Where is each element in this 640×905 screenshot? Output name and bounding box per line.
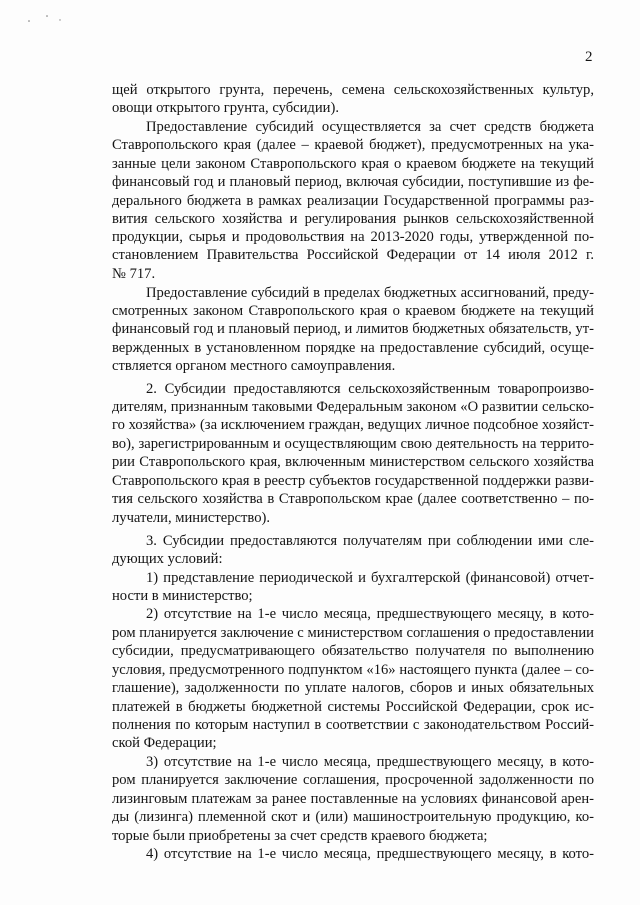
- text-line: платежей в бюджеты бюджетной системы Российской Федерации, срок ис-: [112, 699, 594, 715]
- text-line: дителям, признанным таковыми Федеральным законом «О развитии сельско-: [112, 399, 594, 415]
- text-line: вержденных в установленном порядке на предоставление субсидий, осуще-: [112, 340, 594, 356]
- text-line: занные цели законом Ставропольского края о краевом бюджете на текущий: [112, 156, 594, 172]
- text-line: Ставропольского края в реестр субъектов государственной поддержки разви-: [112, 473, 594, 489]
- text-line: лизинговым платежам за ранее поставленные на условиях финансовой арен-: [112, 791, 594, 807]
- text-line: торые были приобретены за счет средств краевого бюджета;: [112, 828, 488, 844]
- text-line: 2) отсутствие на 1-е число месяца, предшествующего месяцу, в кото-: [146, 606, 594, 622]
- text-line: субсидии, предусматривающего обязательство получателя по выполнению: [112, 643, 594, 659]
- scan-specks: [26, 12, 66, 24]
- text-line: смотренных законом Ставропольского края о краевом бюджете на текущий: [112, 303, 594, 319]
- text-line: рии Ставропольского края, включенным министерством сельского хозяйства: [112, 454, 594, 470]
- text-line: № 717.: [112, 266, 156, 282]
- text-line: 3) отсутствие на 1-е число месяца, предшествующего месяцу, в кото-: [146, 754, 594, 770]
- text-line: дерального бюджета в рамках реализации Государственной программы раз-: [112, 193, 594, 209]
- text-line: ды (лизинга) племенной скот и (или) машиностроительную продукцию, ко-: [112, 809, 594, 825]
- text-line: 2. Субсидии предоставляются сельскохозяйственным товаропроизво-: [146, 381, 594, 397]
- text-line: финансовый год и плановый период, и лимитов бюджетных обязательств, ут-: [112, 321, 594, 337]
- text-line: Предоставление субсидий в пределах бюджетных ассигнований, преду-: [146, 285, 594, 301]
- text-line: полнения по которым наступил в соответствии с законодательством Россий-: [112, 717, 594, 733]
- text-line: продукции, сырья и продовольствия на 2013-2020 годы, утвержденной по-: [112, 229, 594, 245]
- text-line: ром планируется заключение с министерством соглашения о предоставлении: [112, 625, 594, 641]
- text-line: глашение), задолженности по уплате налогов, сборов и иных обязательных: [112, 680, 594, 696]
- text-line: ром планируется заключение соглашения, просроченной задолженности по: [112, 772, 594, 788]
- text-line: во), зарегистрированным и осуществляющим свою деятельность на террито-: [112, 436, 594, 452]
- text-line: овощи открытого грунта, субсидии).: [112, 100, 339, 116]
- text-line: условия, предусмотренного подпунктом «16» настоящего пункта (далее – со-: [112, 662, 594, 678]
- text-line: 4) отсутствие на 1-е число месяца, предшествующего месяцу, в кото-: [146, 846, 594, 862]
- text-line: щей открытого грунта, перечень, семена сельскохозяйственных культур,: [112, 82, 594, 98]
- text-line: ской Федерации;: [112, 735, 217, 751]
- text-line: Предоставление субсидий осуществляется за счет средств бюджета: [146, 119, 594, 135]
- text-line: финансовый год и плановый период, включая субсидии, поступившие из фе-: [112, 174, 594, 190]
- text-line: вития сельского хозяйства и регулирования рынков сельскохозяйственной: [112, 211, 594, 227]
- page-number: 2: [585, 49, 593, 65]
- text-line: 1) представление периодической и бухгалтерской (финансовой) отчет-: [146, 570, 594, 586]
- text-line: тия сельского хозяйства в Ставропольском крае (далее соответственно – по-: [112, 491, 594, 507]
- text-line: го хозяйства» (за исключением граждан, ведущих личное подсобное хозяйст-: [112, 417, 594, 433]
- text-line: становлением Правительства Российской Федерации от 14 июля 2012 г.: [112, 247, 594, 263]
- text-line: ствляется органом местного самоуправления.: [112, 358, 396, 374]
- text-line: 3. Субсидии предоставляются получателям при соблюдении ими сле-: [146, 533, 594, 549]
- text-line: лучатели, министерство).: [112, 510, 271, 526]
- text-line: Ставропольского края (далее – краевой бюджет), предусмотренных на ука-: [112, 137, 594, 153]
- text-line: ности в министерство;: [112, 588, 253, 604]
- text-line: дующих условий:: [112, 551, 223, 567]
